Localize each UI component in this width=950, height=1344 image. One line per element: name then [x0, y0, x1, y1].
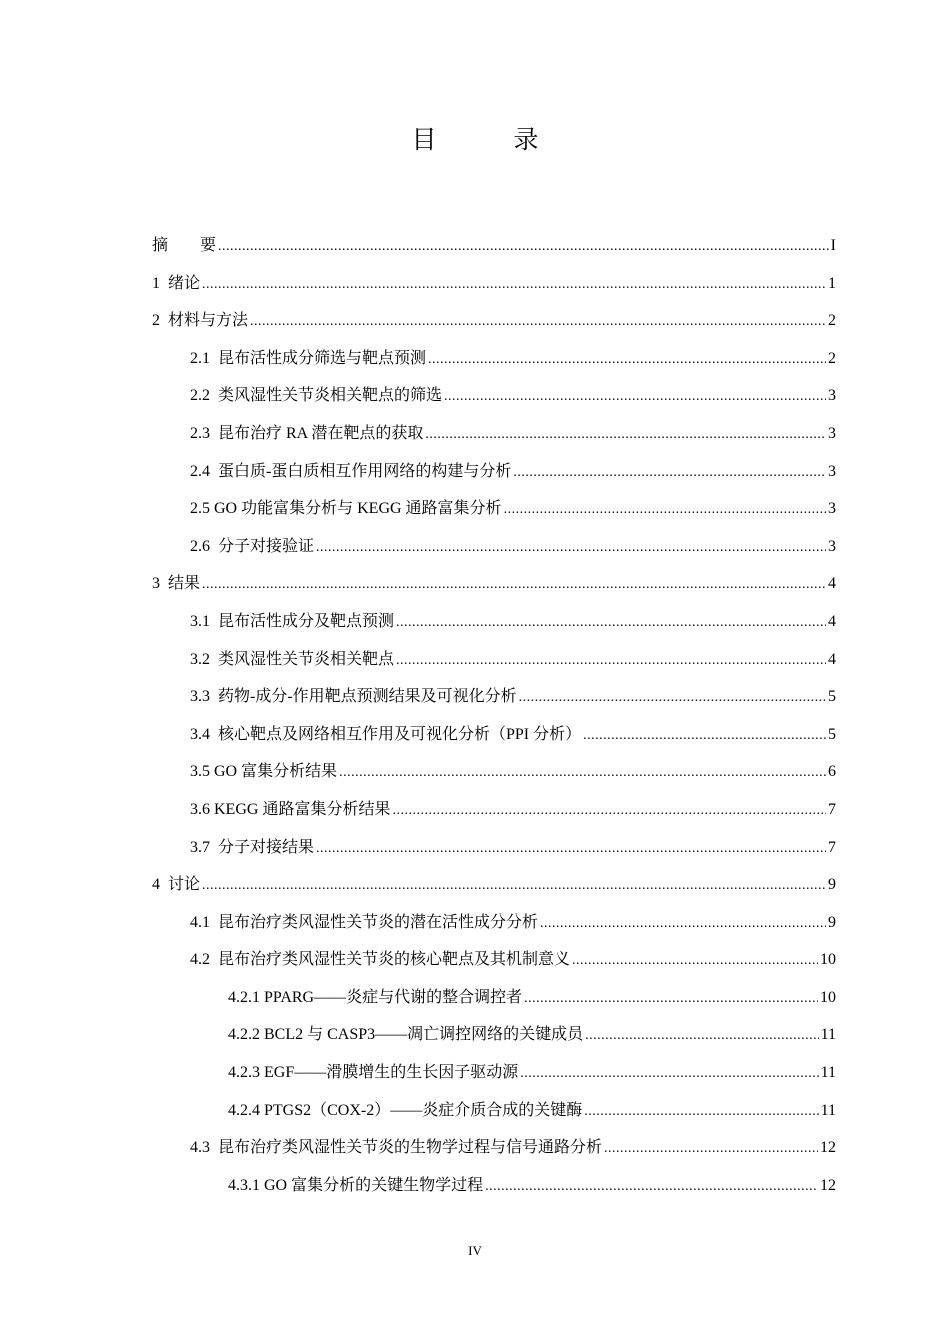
- toc-entry-label: 3.5 GO 富集分析结果: [190, 763, 338, 781]
- dot-leader: [584, 1097, 818, 1127]
- toc-entry-page: 10: [820, 988, 836, 1006]
- toc-entry-label: 4.2 昆布治疗类风湿性关节炎的核心靶点及其机制意义: [190, 951, 571, 969]
- toc-entry-page: 5: [828, 688, 836, 706]
- page-title: 目 录: [411, 127, 565, 154]
- toc-entry-page: 3: [828, 537, 836, 555]
- toc-entry-page: 3: [828, 387, 836, 405]
- toc-entry[interactable]: [152, 1058, 836, 1096]
- dot-leader: [428, 345, 826, 375]
- toc-entry-label: 4.2.4 PTGS2（COX-2）——炎症介质合成的关键酶: [228, 1101, 583, 1119]
- toc-entry-label: 2.5 GO 功能富集分析与 KEGG 通路富集分析: [190, 500, 502, 518]
- dot-leader: [316, 533, 826, 563]
- toc-entry-page: 12: [820, 1139, 836, 1157]
- toc-entry-page: 7: [828, 838, 836, 856]
- toc-entry-label: 1 绪论: [152, 274, 201, 292]
- dot-leader: [202, 871, 826, 901]
- toc-entry-label: 2.2 类风湿性关节炎相关靶点的筛选: [190, 387, 443, 405]
- toc-entry[interactable]: [152, 306, 836, 344]
- toc-entry[interactable]: [152, 1096, 836, 1134]
- toc-entry-label: 3.3 药物-成分-作用靶点预测结果及可视化分析: [190, 688, 517, 706]
- toc-entry-page: 4: [828, 612, 836, 630]
- toc-entry-label: 4.1 昆布治疗类风湿性关节炎的潜在活性成分分析: [190, 913, 539, 931]
- toc-entry-label: 4.2.2 BCL2 与 CASP3——凋亡调控网络的关键成员: [228, 1026, 584, 1044]
- toc-entry-label: 4.2.1 PPARG——炎症与代谢的整合调控者: [228, 988, 523, 1006]
- toc-entry-page: 7: [828, 800, 836, 818]
- toc-entry-label: 3.6 KEGG 通路富集分析结果: [190, 800, 391, 818]
- dot-leader: [583, 721, 826, 751]
- toc-entry-label: 2.1 昆布活性成分筛选与靶点预测: [190, 349, 427, 367]
- dot-leader: [250, 307, 826, 337]
- dot-leader: [513, 458, 826, 488]
- toc-entry-page: 12: [820, 1176, 836, 1194]
- dot-leader: [202, 270, 826, 300]
- dot-leader: [572, 946, 818, 976]
- toc-entry[interactable]: [152, 645, 836, 683]
- toc-entry[interactable]: [152, 983, 836, 1021]
- toc-entry-page: 4: [828, 650, 836, 668]
- dot-leader: [504, 495, 826, 525]
- toc-entry-label: 4.3.1 GO 富集分析的关键生物学过程: [228, 1176, 484, 1194]
- dot-leader: [520, 1059, 818, 1089]
- toc-entry-label: 摘 要: [152, 237, 217, 254]
- toc-entry[interactable]: [152, 381, 836, 419]
- dot-leader: [339, 758, 826, 788]
- dot-leader: [218, 232, 829, 262]
- toc-entry[interactable]: [152, 419, 836, 457]
- toc-entry[interactable]: [152, 795, 836, 833]
- toc-entry-page: 3: [828, 424, 836, 442]
- toc-entry[interactable]: [152, 757, 836, 795]
- toc-entry[interactable]: [152, 1171, 836, 1209]
- dot-leader: [519, 683, 826, 713]
- dot-leader: [316, 834, 826, 864]
- toc-entry[interactable]: [152, 682, 836, 720]
- toc-entry[interactable]: [152, 532, 836, 570]
- toc-entry[interactable]: [152, 908, 836, 946]
- dot-leader: [396, 608, 826, 638]
- toc-entry-label: 3.1 昆布活性成分及靶点预测: [190, 612, 395, 630]
- toc-entry-page: 11: [820, 1026, 836, 1044]
- toc-entry-label: 2 材料与方法: [152, 312, 249, 330]
- dot-leader: [425, 420, 826, 450]
- page-number: IV: [468, 1243, 482, 1258]
- toc-entry-page: 1: [828, 274, 836, 292]
- toc-entry-label: 2.4 蛋白质-蛋白质相互作用网络的构建与分析: [190, 462, 512, 480]
- toc-entry-label: 4.3 昆布治疗类风湿性关节炎的生物学过程与信号通路分析: [190, 1139, 603, 1157]
- toc-entry-label: 4 讨论: [152, 876, 201, 894]
- toc-entry[interactable]: [152, 870, 836, 908]
- toc-entry[interactable]: [152, 1133, 836, 1171]
- table-of-contents: [152, 231, 836, 1208]
- toc-entry-page: 5: [828, 725, 836, 743]
- toc-entry[interactable]: [152, 269, 836, 307]
- toc-entry-page: 11: [820, 1101, 836, 1119]
- toc-entry-label: 3 结果: [152, 575, 201, 593]
- toc-entry-page: 9: [828, 876, 836, 894]
- toc-entry-page: 2: [828, 349, 836, 367]
- dot-leader: [392, 796, 826, 826]
- toc-entry-label: 3.4 核心靶点及网络相互作用及可视化分析（PPI 分析）: [190, 725, 582, 743]
- toc-entry-label: 3.2 类风湿性关节炎相关靶点: [190, 650, 395, 668]
- toc-entry-page: 3: [828, 462, 836, 480]
- toc-entry-page: 2: [828, 312, 836, 330]
- toc-entry-label: 2.6 分子对接验证: [190, 537, 315, 555]
- dot-leader: [604, 1134, 818, 1164]
- dot-leader: [485, 1172, 818, 1202]
- toc-entry-label: 3.7 分子对接结果: [190, 838, 315, 856]
- toc-entry[interactable]: [152, 344, 836, 382]
- toc-entry[interactable]: [152, 569, 836, 607]
- toc-entry-page: 11: [820, 1064, 836, 1082]
- dot-leader: [396, 646, 826, 676]
- toc-entry-page: 10: [820, 951, 836, 969]
- toc-entry-label: 2.3 昆布治疗 RA 潜在靶点的获取: [190, 424, 424, 442]
- toc-entry-page: 4: [828, 575, 836, 593]
- dot-leader: [444, 382, 826, 412]
- toc-entry-page: 9: [828, 913, 836, 931]
- toc-entry[interactable]: [152, 720, 836, 758]
- toc-entry[interactable]: [152, 945, 836, 983]
- toc-entry[interactable]: [152, 833, 836, 871]
- toc-entry[interactable]: [152, 494, 836, 532]
- toc-entry[interactable]: [152, 231, 836, 269]
- dot-leader: [540, 909, 826, 939]
- toc-entry[interactable]: [152, 1020, 836, 1058]
- dot-leader: [202, 570, 826, 600]
- toc-entry[interactable]: [152, 457, 836, 495]
- toc-entry-page: I: [830, 237, 836, 254]
- toc-entry-page: 3: [828, 500, 836, 518]
- toc-entry-page: 6: [828, 763, 836, 781]
- dot-leader: [524, 984, 818, 1014]
- dot-leader: [585, 1021, 818, 1051]
- toc-entry[interactable]: [152, 607, 836, 645]
- toc-entry-label: 4.2.3 EGF——滑膜增生的生长因子驱动源: [228, 1064, 519, 1082]
